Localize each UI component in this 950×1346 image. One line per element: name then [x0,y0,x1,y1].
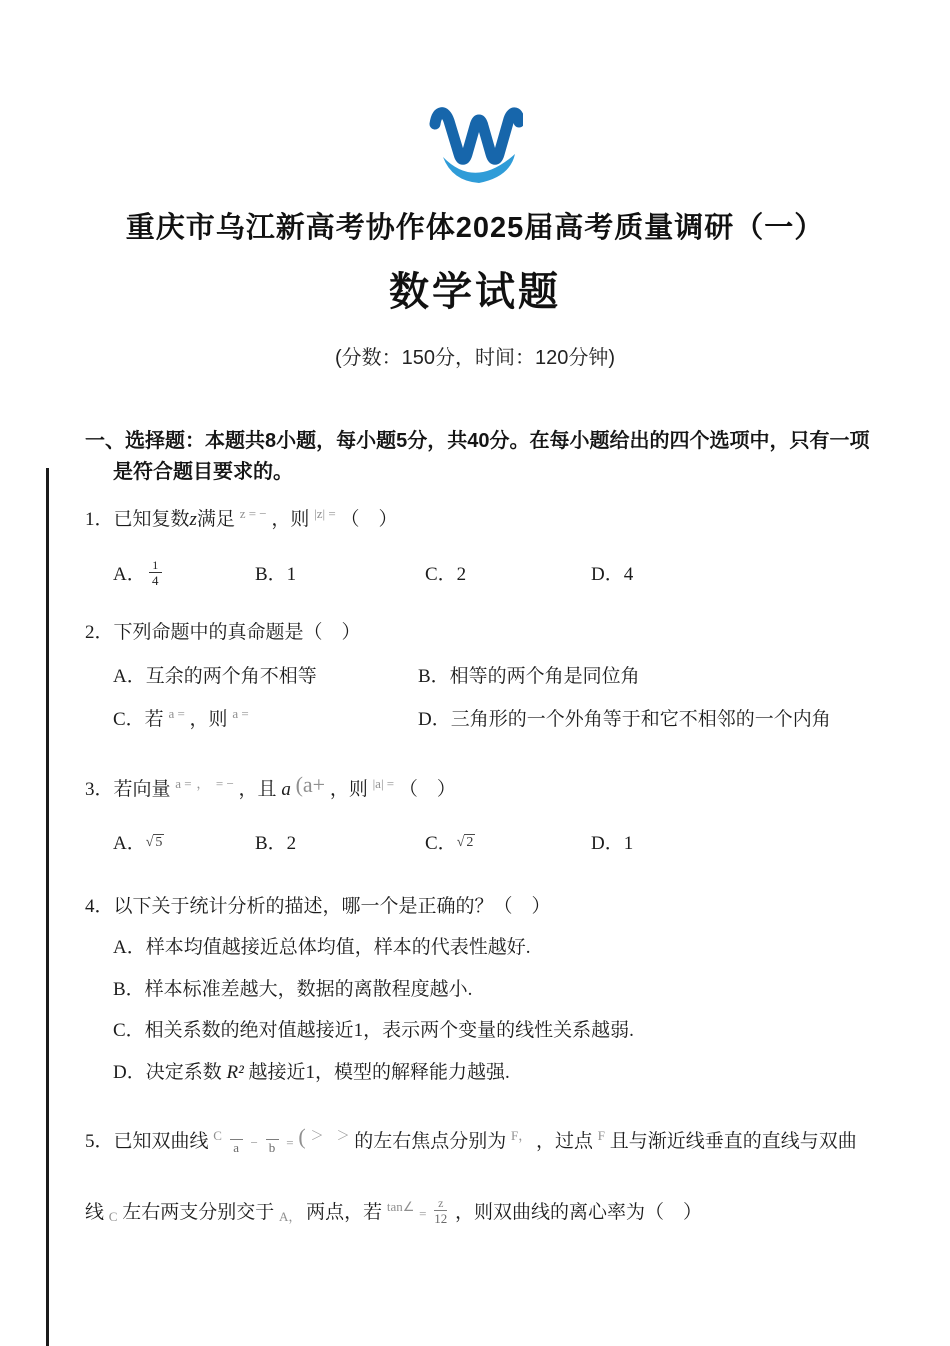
q5-open-paren: ( [298,1124,306,1150]
question-2-options-row1 [113,663,895,692]
q5-tan-angle: tan∠ [386,1198,415,1214]
question-2-options-row2 [113,706,895,735]
q3-option-c-radicand: 2 [466,835,474,851]
q3-option-c-sqrt [457,832,476,853]
q5-point-a: A， [278,1208,302,1224]
q5-condition: ＞ ＞ [310,1128,350,1144]
q3-answer-blank: （ ） [398,778,456,800]
question-5-line1 [85,1123,895,1157]
q3-formula-1: a = [175,775,192,791]
q5-equals-sign-2: = [419,1205,427,1221]
question-3-options [113,830,895,859]
exam-info-line: (分数：150分，时间：120分钟) [334,347,616,369]
question-4 [85,893,895,922]
q1-option-a-numerator: 1 [152,558,159,573]
q5-curve-c: C [108,1208,118,1224]
q1-option-b: B．1 [255,563,297,585]
q5-fraction-1-denominator: a [230,1139,243,1155]
q3-option-c-radical-sign: √ [456,835,465,851]
exam-content [85,426,895,1228]
q5-fraction-2-numerator [266,1128,279,1139]
q3-option-a-radicand: 5 [155,835,163,851]
q1-formula-1: z = − [239,506,267,521]
section-one-heading [85,426,895,488]
q4-option-c: C．相关系数的绝对值越接近1，表示两个变量的线性关系越弱. [113,1020,634,1042]
q1-variable-z: z [189,509,197,530]
q5-equals-sign: = [286,1135,294,1151]
q5-fraction-2 [266,1128,279,1155]
section-heading-line1: 一、选择题：本题共8小题，每小题5分，共40分。在每小题给出的四个选项中，只有一项 [85,430,870,452]
q5-fraction-1-numerator [230,1128,243,1139]
q5-text-mid2: ，过点 [535,1131,593,1153]
question-2 [85,619,895,648]
q5-text-mid1: 的左右焦点分别为 [354,1131,507,1153]
question-5-line2 [85,1196,895,1228]
q2-option-c-formula-1: a = [168,706,185,722]
question-1 [85,506,895,535]
q3-option-a [113,830,255,859]
q3-option-a-radical-sign: √ [145,835,154,851]
q3-option-c [425,830,591,859]
q5-fraction-1 [230,1128,243,1155]
q1-option-c: C．2 [425,563,467,585]
q4-option-d [113,1059,895,1088]
q5-text-mid3: 且与渐近线垂直的直线与双曲 [609,1131,857,1153]
q4-option-b: B．样本标准差越大，数据的离散程度越小. [113,978,473,1000]
q3-option-a-sqrt [146,832,165,853]
q1-formula-2: |z| = [314,506,336,521]
q2-option-a: A．互余的两个角不相等 [113,665,317,687]
q2-option-c-pre: C．若 [113,709,164,731]
q2-option-c [113,706,418,735]
wave-logo-icon [427,104,523,188]
exam-title: 重庆市乌江新高考协作体2025届高考质量调研（一） [125,212,825,244]
q3-option-b: B．2 [255,833,297,855]
q1-text-mid2: ，则 [271,509,310,530]
q2-option-d: D．三角形的一个外角等于和它不相邻的一个内角 [418,709,831,731]
q3-text-pre: 3．若向量 [85,778,171,800]
page-edge-line [46,468,49,1346]
q5-text-mid6: ，则双曲线的离心率为（ ） [455,1201,703,1223]
q4-option-a: A．样本均值越接近总体均值，样本的代表性越好. [113,937,531,959]
q2-option-c-mid: ，则 [189,709,228,731]
q3-option-d: D．1 [591,833,634,855]
q3-formula-4: |a| = [372,775,395,791]
logo [0,0,950,193]
q3-option-a-label: A． [113,833,146,855]
q4-option-d-post: 越接近1，模型的解释能力越强. [243,1061,510,1083]
q1-option-a [113,558,255,590]
q5-text-mid4: 左右两支分别交于 [122,1201,275,1223]
q1-text-pre: 1．已知复数 [85,509,190,530]
q1-option-a-denominator: 4 [149,572,162,588]
q4-stem: 4．以下关于统计分析的描述，哪一个是正确的？（ ） [85,895,551,917]
q3-option-c-label: C． [425,833,457,855]
q5-fraction-3 [434,1197,447,1225]
question-3 [85,771,895,805]
q5-fraction-3-numerator: z [438,1196,444,1211]
q3-formula-3: (a+ [295,771,326,797]
q5-focus-pair: F， [510,1128,532,1144]
q5-hyperbola-c: C [213,1128,222,1144]
q1-text-mid1: 满足 [196,509,235,530]
question-1-options [113,558,895,590]
q3-text-mid1: ，且 [238,778,277,800]
q3-formula-2: ， = − [196,775,234,791]
exam-subtitle: 数学试题 [389,270,561,314]
q3-text-mid2: ，则 [329,778,368,800]
q2-stem: 2．下列命题中的真命题是（ ） [85,622,361,644]
q2-option-c-formula-2: a = [232,706,249,722]
q2-option-b: B．相等的两个角是同位角 [418,665,640,687]
q5-text-mid5: 两点，若 [306,1201,383,1223]
q3-variable-a: a [281,778,291,800]
q4-option-d-pre: D．决定系数 [113,1061,227,1083]
q4-option-d-r-squared: R² [226,1061,244,1083]
q1-option-a-label: A． [113,563,146,585]
q1-answer-blank: （ ） [340,509,398,530]
q5-minus-sign: − [250,1135,258,1151]
q5-focus-single: F [597,1128,605,1144]
q1-option-a-fraction [149,559,162,587]
section-heading-line2: 是符合题目要求的。 [113,461,293,483]
q5-fraction-2-denominator: b [266,1139,279,1155]
q5-line2-pre: 线 [85,1201,105,1223]
q5-text-pre: 5．已知双曲线 [85,1131,209,1153]
q1-option-d: D．4 [591,563,634,585]
q5-fraction-3-denominator: 12 [434,1210,448,1226]
